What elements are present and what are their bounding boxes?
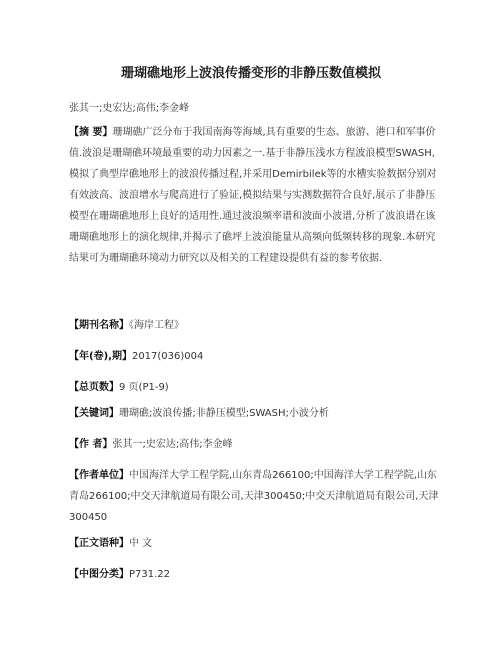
authors-value: 张其一;史宏达;高伟;李金峰 (112, 439, 233, 450)
author-line: 张其一;史宏达;高伟;李金峰 (69, 103, 190, 114)
classification-field (69, 564, 439, 585)
year-volume-value: 2017(036)004 (131, 351, 204, 362)
classification-label: 【中图分类】 (69, 569, 129, 580)
classification-value: P731.22 (129, 569, 171, 580)
keywords-field (69, 403, 439, 424)
pages-value: 9 页(P1-9) (119, 382, 169, 393)
journal-label: 【期刊名称】 (69, 320, 129, 331)
year-volume-field (69, 346, 439, 367)
paper-title: 珊瑚礁地形上波浪传播变形的非静压数值模拟 (120, 66, 381, 81)
authors-label: 【作 者】 (69, 439, 113, 450)
abstract-text: 珊瑚礁广泛分布于我国南海等海域,具有重要的生态、旅游、港口和军事价值.波浪是珊瑚礁环境最重要的动力因素之一.基于非静压浅水方程波浪模型SWASH,模拟了典型岸礁地形上的波浪传播过程,并采用Demirbilek等的水槽实验数据分别对有效波高、波浪增水与爬高进行了验证,模拟结果与实测数据符合良好,展示了非静压模型在珊瑚礁地形上良好的适用性.通过波浪频率谱和波面小波谱,分析了波浪谱在该珊瑚礁地形上的演化规律,并揭示了礁坪上波浪能量从高频向低频转移的现象.本研究结果可为珊瑚礁环境动力研究以及相关的工程建设提供有益的参考依据. (69, 127, 437, 264)
keywords-value: 珊瑚礁;波浪传播;非静压模型;SWASH;小波分析 (119, 408, 329, 419)
affiliation-field (69, 465, 439, 528)
keywords-label: 【关键词】 (69, 408, 119, 419)
pages-field (69, 377, 439, 398)
authors-field (69, 434, 439, 455)
journal-value: 《海岸工程》 (129, 320, 184, 331)
language-value: 中 文 (129, 538, 153, 549)
affiliation-value: 中国海洋大学工程学院,山东青岛266100;中国海洋大学工程学院,山东青岛266100;中交天津航道局有限公司,天津300450;中交天津航道局有限公司,天津300450 (69, 470, 439, 523)
language-field (69, 533, 439, 554)
journal-field (69, 315, 439, 336)
language-label: 【正文语种】 (69, 538, 129, 549)
pages-label: 【总页数】 (69, 382, 119, 393)
abstract-label: 【摘 要】 (69, 127, 113, 138)
year-volume-label: 【年(卷),期】 (69, 351, 132, 362)
abstract-section (69, 122, 439, 269)
affiliation-label: 【作者单位】 (69, 470, 129, 481)
